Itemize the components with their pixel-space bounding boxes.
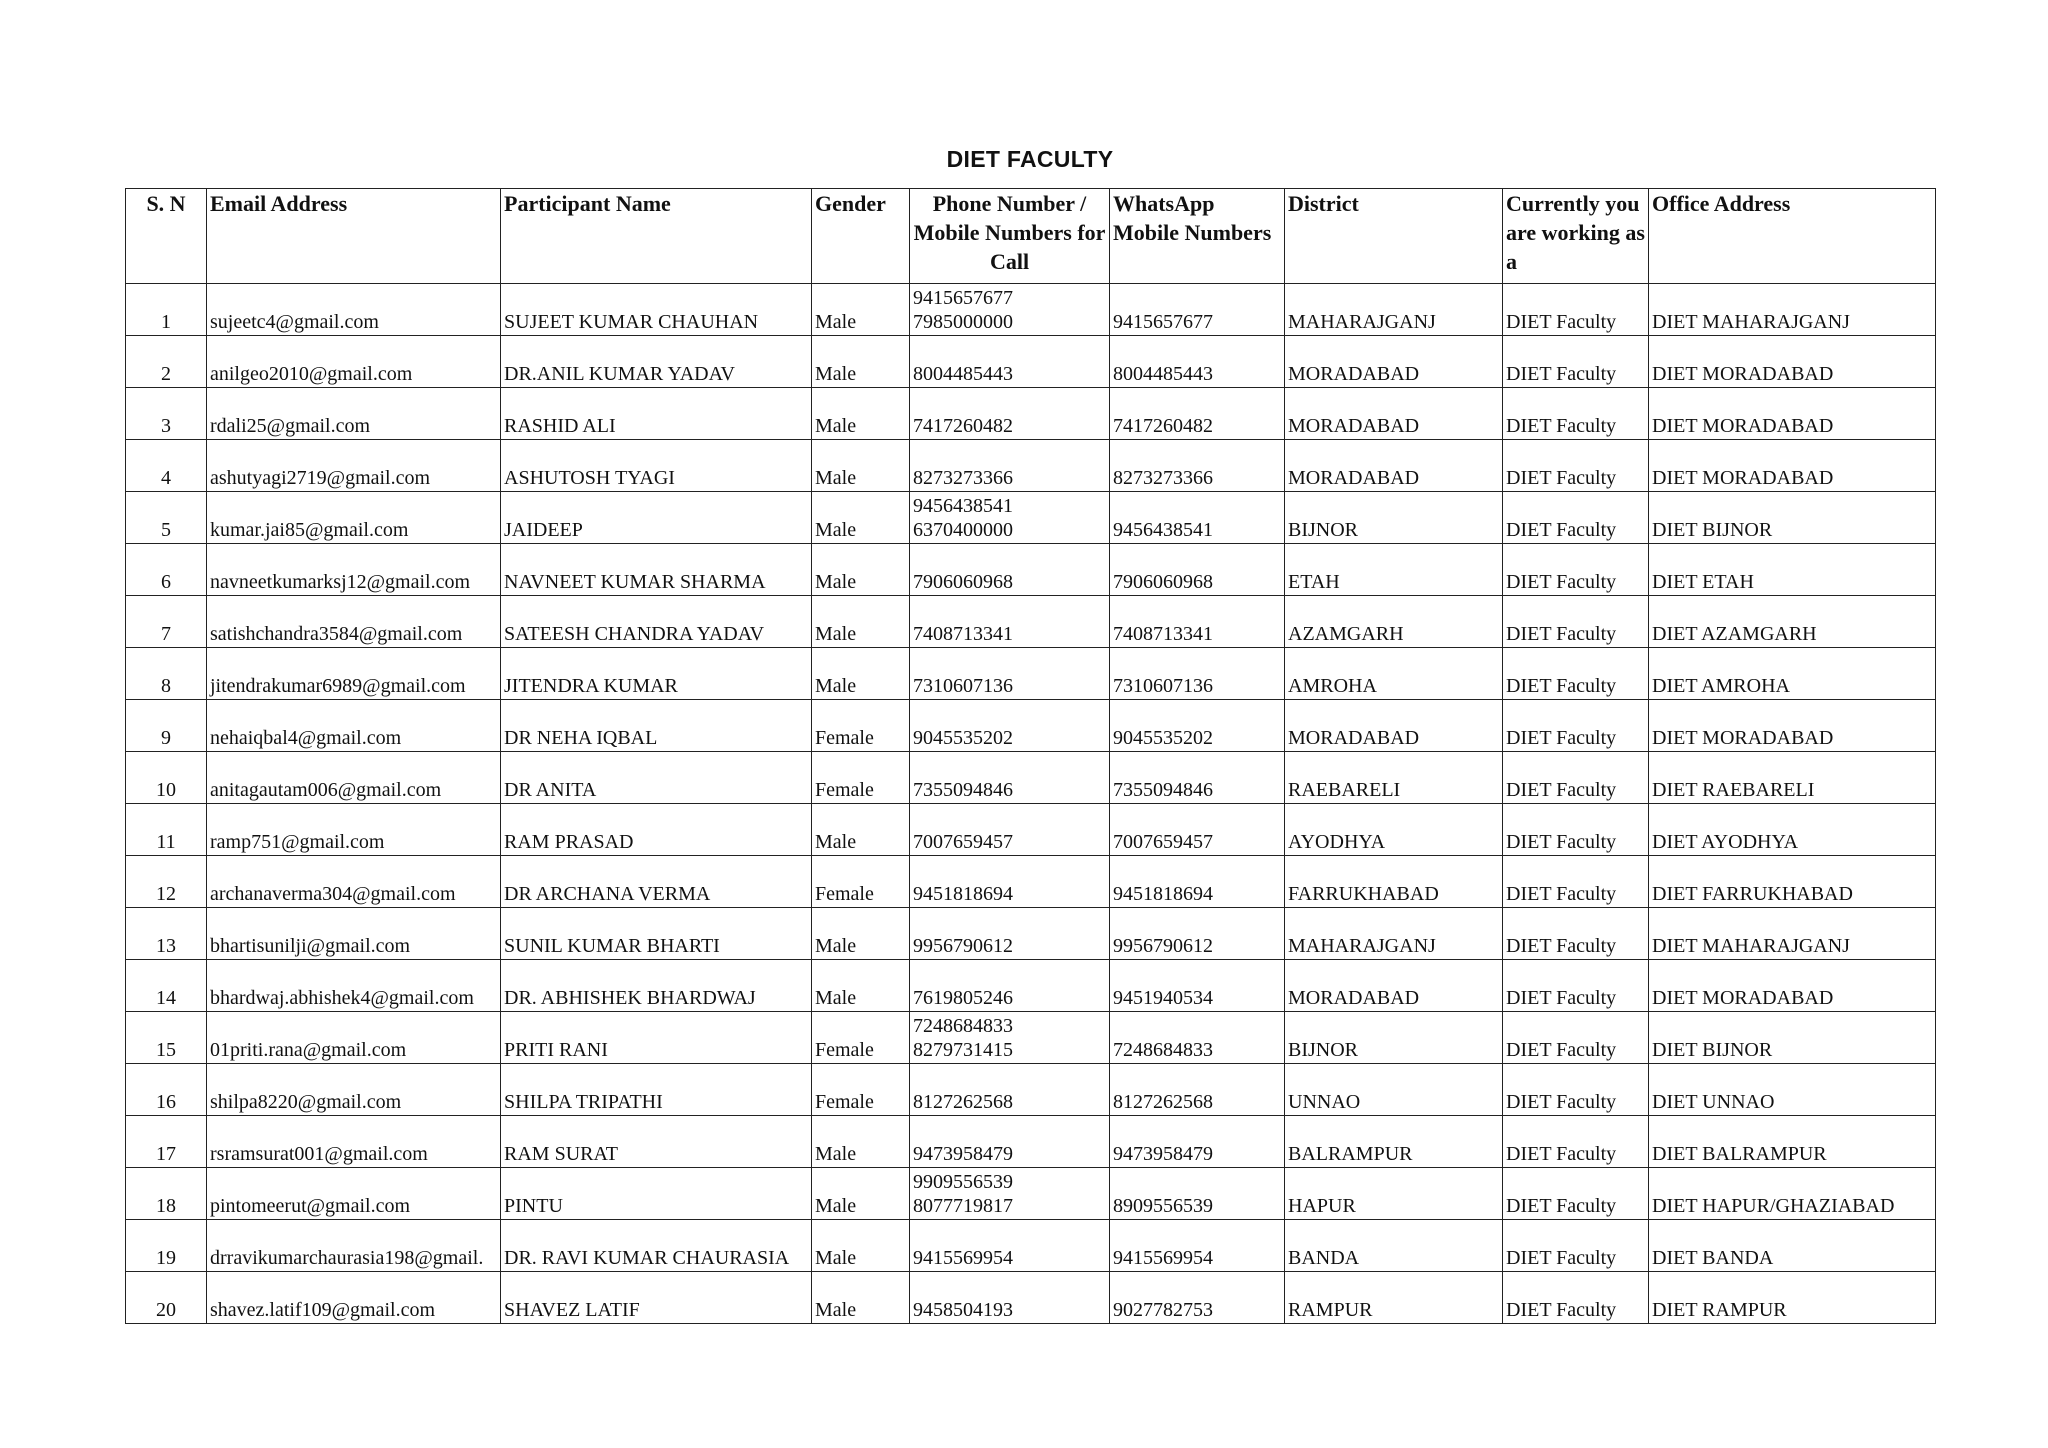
cell-phone — [910, 544, 1110, 596]
table-row — [126, 596, 1936, 648]
header-whatsapp: WhatsApp Mobile Numbers — [1110, 189, 1285, 284]
table-row — [126, 1272, 1936, 1324]
table-row — [126, 1012, 1936, 1064]
table-row — [126, 1168, 1936, 1220]
cell-office: DIET ETAH — [1649, 544, 1936, 596]
cell-sn: 19 — [126, 1220, 207, 1272]
cell-email: pintomeerut@gmail.com — [207, 1168, 501, 1220]
cell-office: DIET AYODHYA — [1649, 804, 1936, 856]
cell-district: FARRUKHABAD — [1285, 856, 1503, 908]
cell-district: AMROHA — [1285, 648, 1503, 700]
phone-number: 8279731415 — [913, 1039, 1013, 1061]
cell-phone — [910, 388, 1110, 440]
cell-whatsapp: 8909556539 — [1110, 1168, 1285, 1220]
cell-office: DIET MAHARAJGANJ — [1649, 284, 1936, 336]
cell-gender: Male — [812, 284, 910, 336]
cell-sn: 3 — [126, 388, 207, 440]
cell-email: navneetkumarksj12@gmail.com — [207, 544, 501, 596]
cell-name: SHILPA TRIPATHI — [501, 1064, 812, 1116]
cell-sn: 12 — [126, 856, 207, 908]
phone-number: 7310607136 — [913, 675, 1013, 697]
cell-sn: 10 — [126, 752, 207, 804]
cell-email: rdali25@gmail.com — [207, 388, 501, 440]
cell-name: DR.ANIL KUMAR YADAV — [501, 336, 812, 388]
cell-office: DIET MORADABAD — [1649, 700, 1936, 752]
phone-number: 9415569954 — [913, 1247, 1013, 1269]
cell-office: DIET MORADABAD — [1649, 336, 1936, 388]
cell-whatsapp: 7408713341 — [1110, 596, 1285, 648]
cell-district: BANDA — [1285, 1220, 1503, 1272]
cell-email: shavez.latif109@gmail.com — [207, 1272, 501, 1324]
cell-sn: 15 — [126, 1012, 207, 1064]
cell-sn: 14 — [126, 960, 207, 1012]
cell-office: DIET HAPUR/GHAZIABAD — [1649, 1168, 1936, 1220]
phone-number: 7985000000 — [913, 311, 1013, 333]
phone-number: 7408713341 — [913, 623, 1013, 645]
cell-whatsapp: 8127262568 — [1110, 1064, 1285, 1116]
table-row — [126, 388, 1936, 440]
cell-office: DIET MORADABAD — [1649, 388, 1936, 440]
cell-office: DIET RAEBARELI — [1649, 752, 1936, 804]
header-row — [126, 189, 1936, 284]
table-row — [126, 908, 1936, 960]
phone-number: 7248684833 — [913, 1015, 1013, 1037]
cell-sn: 7 — [126, 596, 207, 648]
cell-office: DIET MORADABAD — [1649, 440, 1936, 492]
cell-working: DIET Faculty — [1503, 544, 1649, 596]
cell-gender: Male — [812, 1272, 910, 1324]
cell-whatsapp: 9451818694 — [1110, 856, 1285, 908]
cell-name: ASHUTOSH TYAGI — [501, 440, 812, 492]
cell-sn: 8 — [126, 648, 207, 700]
phone-number: 7007659457 — [913, 831, 1013, 853]
cell-phone — [910, 648, 1110, 700]
cell-sn: 11 — [126, 804, 207, 856]
cell-office: DIET FARRUKHABAD — [1649, 856, 1936, 908]
table-row — [126, 1064, 1936, 1116]
header-sn: S. N — [126, 189, 207, 284]
phone-number: 8004485443 — [913, 363, 1013, 385]
cell-name: DR ANITA — [501, 752, 812, 804]
table-row — [126, 284, 1936, 336]
cell-gender: Female — [812, 1064, 910, 1116]
cell-working: DIET Faculty — [1503, 492, 1649, 544]
cell-whatsapp: 8273273366 — [1110, 440, 1285, 492]
cell-gender: Male — [812, 336, 910, 388]
table-row — [126, 804, 1936, 856]
phone-number: 7619805246 — [913, 987, 1013, 1009]
cell-office: DIET BANDA — [1649, 1220, 1936, 1272]
header-office: Office Address — [1649, 189, 1936, 284]
cell-office: DIET AMROHA — [1649, 648, 1936, 700]
cell-gender: Male — [812, 804, 910, 856]
cell-email: bhardwaj.abhishek4@gmail.com — [207, 960, 501, 1012]
cell-district: MAHARAJGANJ — [1285, 908, 1503, 960]
cell-name: SUJEET KUMAR CHAUHAN — [501, 284, 812, 336]
cell-district: RAEBARELI — [1285, 752, 1503, 804]
cell-email: satishchandra3584@gmail.com — [207, 596, 501, 648]
cell-phone — [910, 596, 1110, 648]
cell-whatsapp: 9045535202 — [1110, 700, 1285, 752]
cell-email: ramp751@gmail.com — [207, 804, 501, 856]
cell-name: DR. RAVI KUMAR CHAURASIA — [501, 1220, 812, 1272]
table-body — [126, 284, 1936, 1324]
cell-gender: Male — [812, 1168, 910, 1220]
cell-working: DIET Faculty — [1503, 960, 1649, 1012]
cell-gender: Female — [812, 752, 910, 804]
cell-district: HAPUR — [1285, 1168, 1503, 1220]
cell-whatsapp: 7417260482 — [1110, 388, 1285, 440]
cell-phone — [910, 1220, 1110, 1272]
phone-number: 8077719817 — [913, 1195, 1013, 1217]
cell-gender: Female — [812, 700, 910, 752]
cell-name: PINTU — [501, 1168, 812, 1220]
header-email: Email Address — [207, 189, 501, 284]
cell-email: anitagautam006@gmail.com — [207, 752, 501, 804]
phone-number: 9473958479 — [913, 1143, 1013, 1165]
cell-district: UNNAO — [1285, 1064, 1503, 1116]
cell-sn: 9 — [126, 700, 207, 752]
cell-district: MORADABAD — [1285, 700, 1503, 752]
cell-name: DR. ABHISHEK BHARDWAJ — [501, 960, 812, 1012]
cell-phone — [910, 440, 1110, 492]
cell-sn: 16 — [126, 1064, 207, 1116]
cell-gender: Male — [812, 544, 910, 596]
cell-whatsapp: 9473958479 — [1110, 1116, 1285, 1168]
cell-office: DIET UNNAO — [1649, 1064, 1936, 1116]
header-gender: Gender — [812, 189, 910, 284]
cell-district: MAHARAJGANJ — [1285, 284, 1503, 336]
cell-sn: 6 — [126, 544, 207, 596]
cell-phone — [910, 1272, 1110, 1324]
cell-phone — [910, 908, 1110, 960]
cell-whatsapp: 9451940534 — [1110, 960, 1285, 1012]
cell-name: SATEESH CHANDRA YADAV — [501, 596, 812, 648]
cell-whatsapp: 9027782753 — [1110, 1272, 1285, 1324]
cell-phone — [910, 700, 1110, 752]
cell-email: bhartisunilji@gmail.com — [207, 908, 501, 960]
cell-phone — [910, 492, 1110, 544]
cell-gender: Female — [812, 1012, 910, 1064]
cell-name: JAIDEEP — [501, 492, 812, 544]
cell-sn: 13 — [126, 908, 207, 960]
cell-sn: 5 — [126, 492, 207, 544]
cell-name: NAVNEET KUMAR SHARMA — [501, 544, 812, 596]
cell-email: drravikumarchaurasia198@gmail. — [207, 1220, 501, 1272]
cell-district: MORADABAD — [1285, 440, 1503, 492]
cell-email: anilgeo2010@gmail.com — [207, 336, 501, 388]
cell-phone — [910, 1064, 1110, 1116]
cell-office: DIET AZAMGARH — [1649, 596, 1936, 648]
table-row — [126, 960, 1936, 1012]
table-row — [126, 1220, 1936, 1272]
cell-phone — [910, 336, 1110, 388]
cell-working: DIET Faculty — [1503, 1064, 1649, 1116]
cell-working: DIET Faculty — [1503, 596, 1649, 648]
table-row — [126, 492, 1936, 544]
cell-district: BALRAMPUR — [1285, 1116, 1503, 1168]
cell-working: DIET Faculty — [1503, 1012, 1649, 1064]
phone-number: 7417260482 — [913, 415, 1013, 437]
cell-office: DIET MORADABAD — [1649, 960, 1936, 1012]
phone-number: 9415657677 — [913, 287, 1013, 309]
cell-district: AYODHYA — [1285, 804, 1503, 856]
cell-phone — [910, 856, 1110, 908]
cell-whatsapp: 7248684833 — [1110, 1012, 1285, 1064]
cell-office: DIET BALRAMPUR — [1649, 1116, 1936, 1168]
phone-number: 7355094846 — [913, 779, 1013, 801]
cell-whatsapp: 7007659457 — [1110, 804, 1285, 856]
cell-working: DIET Faculty — [1503, 752, 1649, 804]
cell-gender: Male — [812, 388, 910, 440]
cell-gender: Male — [812, 596, 910, 648]
cell-phone — [910, 752, 1110, 804]
phone-number: 7906060968 — [913, 571, 1013, 593]
cell-whatsapp: 9415657677 — [1110, 284, 1285, 336]
cell-whatsapp: 7310607136 — [1110, 648, 1285, 700]
cell-sn: 1 — [126, 284, 207, 336]
cell-working: DIET Faculty — [1503, 336, 1649, 388]
cell-phone — [910, 1168, 1110, 1220]
phone-number: 8127262568 — [913, 1091, 1013, 1113]
cell-sn: 2 — [126, 336, 207, 388]
cell-working: DIET Faculty — [1503, 388, 1649, 440]
cell-working: DIET Faculty — [1503, 648, 1649, 700]
cell-office: DIET RAMPUR — [1649, 1272, 1936, 1324]
header-district: District — [1285, 189, 1503, 284]
cell-working: DIET Faculty — [1503, 908, 1649, 960]
cell-gender: Male — [812, 648, 910, 700]
cell-district: BIJNOR — [1285, 1012, 1503, 1064]
cell-gender: Male — [812, 1116, 910, 1168]
cell-name: RAM PRASAD — [501, 804, 812, 856]
cell-gender: Female — [812, 856, 910, 908]
cell-district: BIJNOR — [1285, 492, 1503, 544]
cell-email: sujeetc4@gmail.com — [207, 284, 501, 336]
cell-email: rsramsurat001@gmail.com — [207, 1116, 501, 1168]
table-row — [126, 752, 1936, 804]
table-row — [126, 440, 1936, 492]
header-name: Participant Name — [501, 189, 812, 284]
cell-gender: Male — [812, 908, 910, 960]
header-phone: Phone Number / Mobile Numbers for Call — [910, 189, 1110, 284]
cell-working: DIET Faculty — [1503, 804, 1649, 856]
page-title: DIET FACULTY — [946, 146, 1114, 172]
cell-sn: 20 — [126, 1272, 207, 1324]
cell-district: MORADABAD — [1285, 960, 1503, 1012]
cell-district: AZAMGARH — [1285, 596, 1503, 648]
cell-whatsapp: 9415569954 — [1110, 1220, 1285, 1272]
cell-gender: Male — [812, 440, 910, 492]
cell-sn: 4 — [126, 440, 207, 492]
cell-name: DR NEHA IQBAL — [501, 700, 812, 752]
cell-whatsapp: 7355094846 — [1110, 752, 1285, 804]
cell-whatsapp: 8004485443 — [1110, 336, 1285, 388]
phone-number: 8273273366 — [913, 467, 1013, 489]
cell-name: SHAVEZ LATIF — [501, 1272, 812, 1324]
cell-working: DIET Faculty — [1503, 1220, 1649, 1272]
cell-name: PRITI RANI — [501, 1012, 812, 1064]
cell-gender: Male — [812, 492, 910, 544]
cell-district: ETAH — [1285, 544, 1503, 596]
cell-phone — [910, 1012, 1110, 1064]
cell-phone — [910, 284, 1110, 336]
cell-email: archanaverma304@gmail.com — [207, 856, 501, 908]
cell-email: ashutyagi2719@gmail.com — [207, 440, 501, 492]
table-row — [126, 856, 1936, 908]
cell-working: DIET Faculty — [1503, 856, 1649, 908]
cell-working: DIET Faculty — [1503, 700, 1649, 752]
phone-number: 9045535202 — [913, 727, 1013, 749]
cell-gender: Male — [812, 960, 910, 1012]
table-row — [126, 648, 1936, 700]
cell-name: JITENDRA KUMAR — [501, 648, 812, 700]
cell-sn: 17 — [126, 1116, 207, 1168]
header-working: Currently you are working as a — [1503, 189, 1649, 284]
cell-phone — [910, 1116, 1110, 1168]
cell-phone — [910, 804, 1110, 856]
cell-name: SUNIL KUMAR BHARTI — [501, 908, 812, 960]
cell-email: 01priti.rana@gmail.com — [207, 1012, 501, 1064]
cell-name: RASHID ALI — [501, 388, 812, 440]
phone-number: 9458504193 — [913, 1299, 1013, 1321]
cell-email: nehaiqbal4@gmail.com — [207, 700, 501, 752]
table-row — [126, 700, 1936, 752]
cell-working: DIET Faculty — [1503, 440, 1649, 492]
cell-district: MORADABAD — [1285, 336, 1503, 388]
cell-working: DIET Faculty — [1503, 284, 1649, 336]
phone-number: 6370400000 — [913, 519, 1013, 541]
cell-office: DIET MAHARAJGANJ — [1649, 908, 1936, 960]
table-row — [126, 544, 1936, 596]
cell-gender: Male — [812, 1220, 910, 1272]
cell-whatsapp: 7906060968 — [1110, 544, 1285, 596]
cell-working: DIET Faculty — [1503, 1168, 1649, 1220]
cell-email: jitendrakumar6989@gmail.com — [207, 648, 501, 700]
phone-number: 9456438541 — [913, 495, 1013, 517]
cell-name: RAM SURAT — [501, 1116, 812, 1168]
cell-phone — [910, 960, 1110, 1012]
cell-district: MORADABAD — [1285, 388, 1503, 440]
cell-district: RAMPUR — [1285, 1272, 1503, 1324]
cell-working: DIET Faculty — [1503, 1272, 1649, 1324]
cell-working: DIET Faculty — [1503, 1116, 1649, 1168]
phone-number: 9909556539 — [913, 1171, 1013, 1193]
cell-office: DIET BIJNOR — [1649, 492, 1936, 544]
phone-number: 9451818694 — [913, 883, 1013, 905]
cell-whatsapp: 9456438541 — [1110, 492, 1285, 544]
table-row — [126, 1116, 1936, 1168]
cell-email: shilpa8220@gmail.com — [207, 1064, 501, 1116]
cell-sn: 18 — [126, 1168, 207, 1220]
faculty-table — [125, 188, 1936, 1324]
cell-name: DR ARCHANA VERMA — [501, 856, 812, 908]
cell-whatsapp: 9956790612 — [1110, 908, 1285, 960]
cell-office: DIET BIJNOR — [1649, 1012, 1936, 1064]
cell-email: kumar.jai85@gmail.com — [207, 492, 501, 544]
table-row — [126, 336, 1936, 388]
phone-number: 9956790612 — [913, 935, 1013, 957]
